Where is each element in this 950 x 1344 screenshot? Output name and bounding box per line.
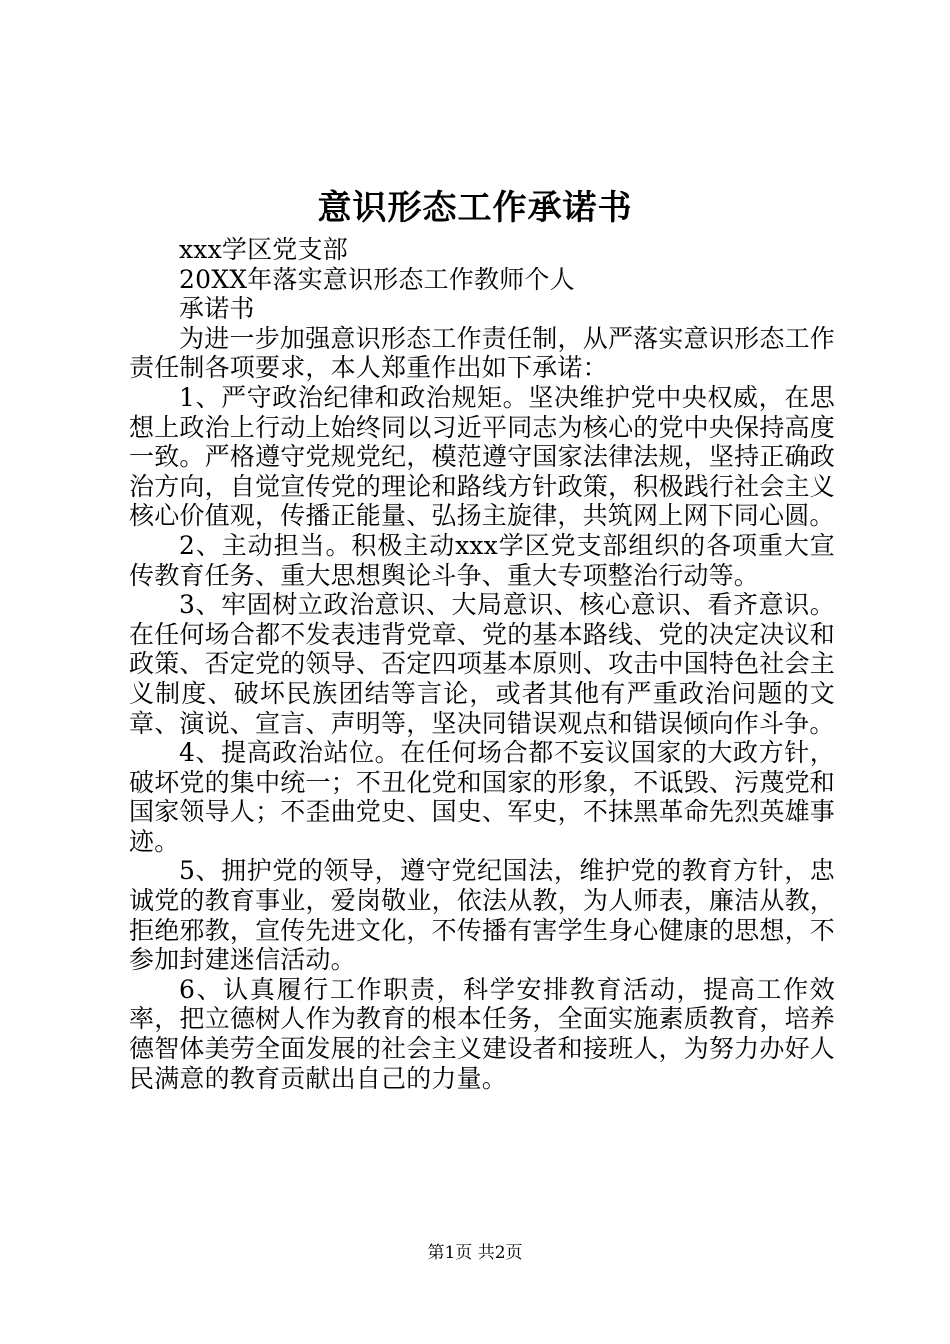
paragraph-item-3: 3、牢固树立政治意识、大局意识、核心意识、看齐意识。在任何场合都不发表违背党章、党的基本路线、党的决定决议和政策、否定党的领导、否定四项基本原则、攻击中国特色社会主义制度、破坏民族团结等言论，或者其他有严重政治问题的文章、演说、宣言、声明等，坚决同错误观点和错误倾向作斗争。	[129, 590, 835, 738]
header-line-organization: xxx学区党支部	[179, 235, 348, 264]
page-footer	[0, 1241, 950, 1265]
document-body	[129, 235, 835, 1093]
paragraph-item-1: 1、严守政治纪律和政治规矩。坚决维护党中央权威，在思想上政治上行动上始终同以习近平同志为核心的党中央保持高度一致。严格遵守党规党纪，模范遵守国家法律法规，坚持正确政治方向，自觉宣传党的理论和路线方针政策，积极践行社会主义核心价值观，传播正能量、弘扬主旋律，共筑网上网下同心圆。	[129, 382, 835, 531]
document-title: 意识形态工作承诺书	[317, 188, 633, 228]
paragraph-item-6: 6、认真履行工作职责，科学安排教育活动，提高工作效率，把立德树人作为教育的根本任务，全面实施素质教育，培养德智体美劳全面发展的社会主义建设者和接班人，为努力办好人民满意的教育贡献出自己的力量。	[129, 974, 835, 1093]
header-line-doc-type: 承诺书	[179, 294, 255, 324]
header-line-subject: 20XX年落实意识形态工作教师个人	[179, 264, 575, 294]
paragraph-intro: 为进一步加强意识形态工作责任制，从严落实意识形态工作责任制各项要求，本人郑重作出如下承诺：	[129, 323, 835, 383]
paragraph-item-4: 4、提高政治站位。在任何场合都不妄议国家的大政方针，破坏党的集中统一；不丑化党和国家的形象，不诋毁、污蔑党和国家领导人；不歪曲党史、国史、军史，不抹黑革命先烈英雄事迹。	[129, 738, 835, 856]
page-number: 第1页 共2页	[427, 1243, 523, 1263]
paragraph-item-5: 5、拥护党的领导，遵守党纪国法，维护党的教育方针，忠诚党的教育事业，爱岗敬业，依法从教，为人师表，廉洁从教，拒绝邪教，宣传先进文化，不传播有害学生身心健康的思想，不参加封建迷信活动。	[129, 856, 835, 975]
paragraph-item-2: 2、主动担当。积极主动xxx学区党支部组织的各项重大宣传教育任务、重大思想舆论斗争、重大专项整治行动等。	[129, 530, 835, 590]
